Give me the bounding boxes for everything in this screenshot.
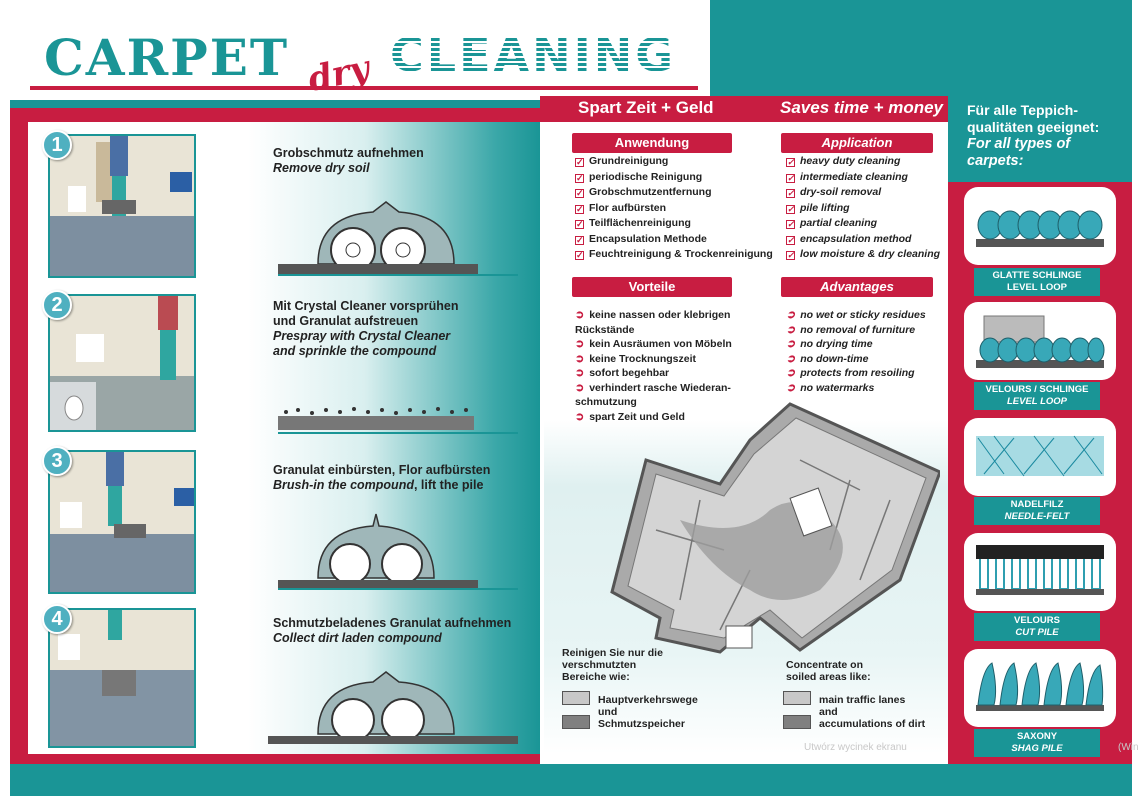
list-item: ✓ encapsulation method xyxy=(787,232,912,245)
screen-snip-watermark: Utwórz wycinek ekranu xyxy=(804,742,907,753)
step-3-text xyxy=(273,463,490,493)
step-3-en-line xyxy=(273,478,490,493)
list-item: ✓ heavy duty cleaning xyxy=(787,155,901,167)
step-2-de: Mit Crystal Cleaner vorsprühen xyxy=(273,299,459,313)
list-item: ➲ protects from resoiling xyxy=(786,367,915,379)
legend-en: main traffic lanes and accumulations of dirt xyxy=(819,694,926,730)
application-heading: Application xyxy=(781,133,933,153)
arrow-icon: ➲ xyxy=(575,352,585,365)
advantages-list xyxy=(786,308,926,395)
arrow-icon: ➲ xyxy=(786,367,796,379)
step-4-photo xyxy=(48,608,196,748)
screen-snip-watermark-2: (Win xyxy=(1118,742,1139,753)
arrow-icon: ➲ xyxy=(786,352,796,365)
list-item: ➲ no watermarks xyxy=(786,381,875,394)
step-3-photo xyxy=(48,450,196,594)
list-item: ➲ no wet or sticky residues xyxy=(786,309,926,321)
list-item: ✓ Grundreinigung xyxy=(576,155,669,167)
carpet-tile-shag-pile xyxy=(964,649,1116,727)
checkbox-icon: ✓ xyxy=(576,188,584,198)
compound-on-carpet-illustration xyxy=(278,402,478,432)
list-item: ➲ no drying time xyxy=(786,338,873,350)
step-2-floor xyxy=(278,432,518,434)
step-4-en: Collect dirt laden compound xyxy=(273,631,442,645)
list-item: ✓ low moisture & dry cleaning xyxy=(787,248,941,260)
carpet-tile-needle-felt xyxy=(964,418,1116,496)
carpet-label-3: NADELFILZ NEEDLE-FELT xyxy=(974,497,1100,525)
step-3-de: Granulat einbürsten, Flor aufbürsten xyxy=(273,463,491,477)
list-item: ✓ intermediate cleaning xyxy=(787,170,908,183)
step-4-de: Schmutzbeladenes Granulat aufnehmen xyxy=(273,616,512,630)
checkbox-icon: ✓ xyxy=(787,203,795,214)
advantages-heading: Advantages xyxy=(781,277,933,297)
arrow-icon: ➲ xyxy=(575,309,585,321)
list-item: ➲ keine nassen oder klebrigen Rückstände xyxy=(575,309,731,336)
slogan-de: Spart Zeit + Geld xyxy=(578,98,714,117)
checkbox-icon: ✓ xyxy=(787,234,795,245)
anwendung-list xyxy=(575,154,773,263)
slogan-en: Saves time + money xyxy=(780,98,944,117)
application-list xyxy=(786,154,940,263)
checkbox-icon: ✓ xyxy=(576,203,584,214)
list-item: ➲ spart Zeit und Geld xyxy=(575,410,685,423)
carpet-tile-cut-pile xyxy=(964,533,1116,611)
step-1-de: Grobschmutz aufnehmen xyxy=(273,146,424,160)
step-4-number: 4 xyxy=(42,604,72,634)
step-2-de2: und Granulat aufstreuen xyxy=(273,314,419,328)
carpet-label-1: GLATTE SCHLINGE LEVEL LOOP xyxy=(974,268,1100,296)
list-item: ✓ partial cleaning xyxy=(787,217,878,229)
legend-swatch-dirt xyxy=(562,715,590,729)
checkbox-icon: ✓ xyxy=(576,234,584,245)
list-item: ➲ verhindert rasche Wiederan-schmutzung xyxy=(575,381,731,408)
carpet-label-2: VELOURS / SCHLINGE LEVEL LOOP xyxy=(974,382,1100,410)
legend-swatch-dirt-en xyxy=(783,715,811,729)
arrow-icon: ➲ xyxy=(786,381,796,394)
map-label-en: Concentrate on soiled areas like: xyxy=(786,659,871,683)
checkbox-icon: ✓ xyxy=(787,188,795,198)
step-2-number: 2 xyxy=(42,290,72,320)
list-item: ✓ Feuchtreinigung & Trockenreinigung xyxy=(576,248,773,260)
machine-1-illustration xyxy=(278,198,518,278)
list-item: ✓ Flor aufbürsten xyxy=(576,201,667,214)
list-item: ➲ no removal of furniture xyxy=(786,323,916,336)
carpet-label-5: SAXONY SHAG PILE xyxy=(974,729,1100,757)
arrow-icon: ➲ xyxy=(786,309,796,321)
step-1-photo xyxy=(48,134,196,278)
machine-4-illustration xyxy=(268,664,518,748)
arrow-icon: ➲ xyxy=(575,338,585,350)
floor-plan-illustration xyxy=(600,400,940,672)
bottom-band xyxy=(10,764,1132,796)
title-dry: dry xyxy=(304,48,373,100)
step-3-en-tail: , lift the pile xyxy=(413,478,484,492)
step-3-floor xyxy=(278,588,518,590)
arrow-icon: ➲ xyxy=(575,381,585,394)
arrow-icon: ➲ xyxy=(786,338,796,350)
carpet-types-heading: Für alle Teppich- qualitäten geeignet: For all types of carpets: xyxy=(967,102,1100,169)
step-3-en: Brush-in the compound xyxy=(273,478,414,492)
arrow-icon: ➲ xyxy=(786,323,796,336)
list-item: ✓ Grobschmutzentfernung xyxy=(576,186,712,198)
checkbox-icon: ✓ xyxy=(576,157,584,167)
checkbox-icon: ✓ xyxy=(576,250,584,260)
step-2-en: Prespray with Crystal Cleaner xyxy=(273,329,451,343)
list-item: ✓ Encapsulation Methode xyxy=(576,232,707,245)
machine-3-illustration xyxy=(278,512,518,592)
checkbox-icon: ✓ xyxy=(576,219,584,229)
legend-swatch-traffic xyxy=(562,691,590,705)
step-2-en2: and sprinkle the compound xyxy=(273,344,437,358)
list-item: ➲ sofort begehbar xyxy=(575,367,670,379)
list-item: ✓ pile lifting xyxy=(787,201,850,214)
title-carpet: CARPET xyxy=(44,28,290,87)
map-label-de: Reinigen Sie nur die verschmutzten Bereiche wie: xyxy=(562,647,663,683)
title-cleaning: CLEANING xyxy=(390,28,676,82)
carpet-label-4: VELOURS CUT PILE xyxy=(974,613,1100,641)
checkbox-icon: ✓ xyxy=(787,157,795,167)
step-1-text xyxy=(273,146,424,176)
anwendung-heading: Anwendung xyxy=(572,133,732,153)
legend-de: Hauptverkehrswege und Schmutzspeicher xyxy=(598,694,698,730)
list-item: ✓ periodische Reinigung xyxy=(576,170,703,183)
step-4-text xyxy=(273,616,511,646)
arrow-icon: ➲ xyxy=(575,367,585,379)
checkbox-icon: ✓ xyxy=(787,172,795,183)
legend-swatch-traffic-en xyxy=(783,691,811,705)
carpet-tile-level-loop xyxy=(964,187,1116,265)
step-3-number: 3 xyxy=(42,446,72,476)
list-item: ✓ dry-soil removal xyxy=(787,186,882,198)
step-1-number: 1 xyxy=(42,130,72,160)
list-item: ➲ kein Ausräumen von Möbeln xyxy=(575,338,732,350)
step-1-floor xyxy=(278,274,518,276)
step-2-photo xyxy=(48,294,196,432)
carpet-tile-velours-loop xyxy=(964,302,1116,380)
step-2-text xyxy=(273,299,458,359)
list-item: ➲ no down-time xyxy=(786,352,869,365)
list-item: ✓ Teilflächenreinigung xyxy=(576,217,691,229)
step-1-en: Remove dry soil xyxy=(273,161,370,175)
checkbox-icon: ✓ xyxy=(787,219,795,229)
checkbox-icon: ✓ xyxy=(576,172,584,183)
checkbox-icon: ✓ xyxy=(787,250,795,260)
vorteile-heading: Vorteile xyxy=(572,277,732,297)
arrow-icon: ➲ xyxy=(575,410,585,423)
list-item: ➲ keine Trocknungszeit xyxy=(575,352,696,365)
